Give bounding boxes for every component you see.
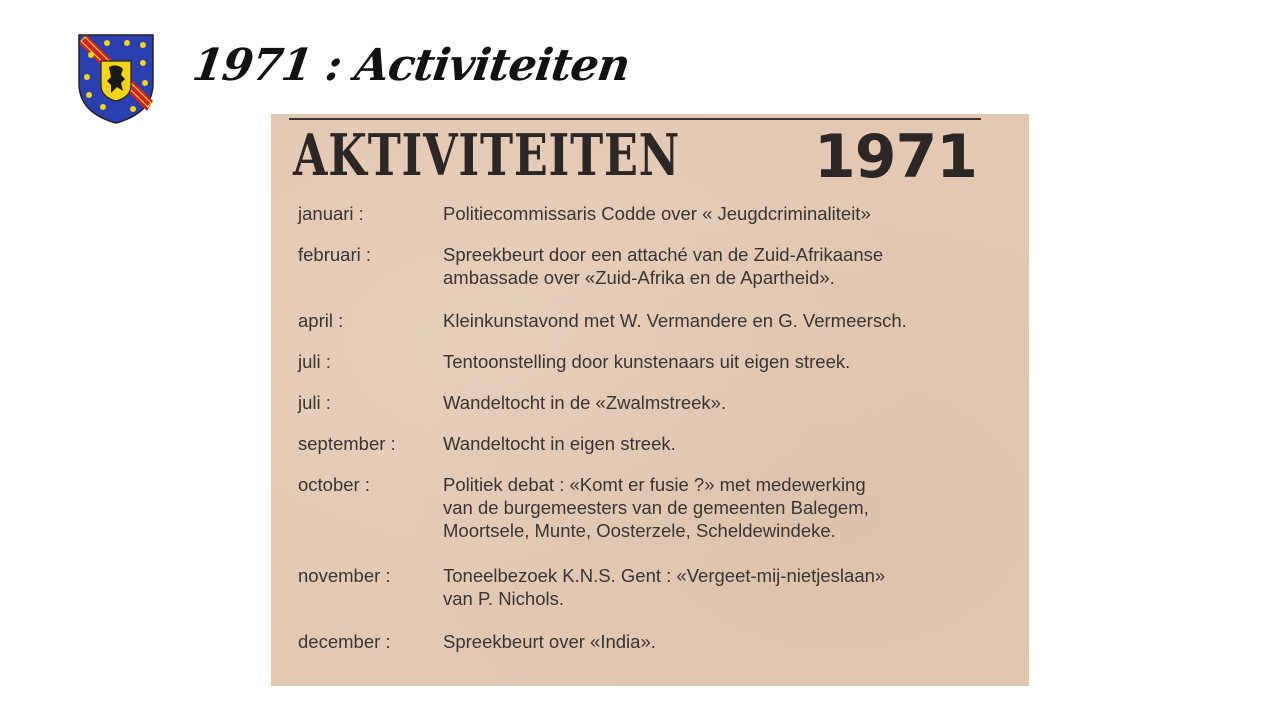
entry-text: Politiek debat : «Komt er fusie ?» met medewerking van de burgemeesters van de gemeenten Balegem, Moortsele, Munte, Oosterzele, Scheldewindeke. (443, 474, 869, 541)
page-title: 1971 : Activiteiten (189, 40, 633, 91)
clipping-year: 1971 (814, 122, 977, 192)
entry-month: november : (298, 565, 391, 586)
coat-of-arms-icon (77, 33, 155, 125)
clipping-heading: AKTIVITEITEN (293, 122, 681, 189)
entry-month: juli : (298, 351, 331, 372)
entry-text: Wandeltocht in de «Zwalmstreek». (443, 392, 727, 413)
entry-month: februari : (298, 244, 372, 265)
entry-text: Kleinkunstavond met W. Vermandere en G. Vermeersch. (443, 310, 907, 331)
entry-text: Tentoonstelling door kunstenaars uit eigen streek. (443, 351, 851, 372)
list-item (298, 391, 1018, 432)
entry-month: december : (298, 631, 391, 652)
list-item (298, 473, 1018, 564)
top-divider (289, 118, 981, 120)
newspaper-clipping (271, 114, 1029, 686)
entry-text: Spreekbeurt over «India». (443, 631, 656, 652)
list-item (298, 350, 1018, 391)
entry-month: juli : (298, 392, 331, 413)
list-item (298, 630, 1018, 660)
entry-text: Wandeltocht in eigen streek. (443, 433, 676, 454)
entry-month: april : (298, 310, 344, 331)
list-item (298, 564, 1018, 630)
entry-month: october : (298, 474, 370, 495)
entry-text: Politiecommissaris Codde over « Jeugdcriminaliteit» (443, 203, 871, 224)
activity-list (298, 202, 1018, 660)
list-item (298, 243, 1018, 309)
entry-text: Spreekbeurt door een attaché van de Zuid-Afrikaanse ambassade over «Zuid-Afrika en de Apartheid». (443, 244, 884, 288)
list-item (298, 309, 1018, 350)
entry-text: Toneelbezoek K.N.S. Gent : «Vergeet-mij-nietjeslaan» van P. Nichols. (443, 565, 886, 609)
entry-month: september : (298, 433, 396, 454)
list-item (298, 202, 1018, 243)
list-item (298, 432, 1018, 473)
entry-month: januari : (298, 203, 364, 224)
